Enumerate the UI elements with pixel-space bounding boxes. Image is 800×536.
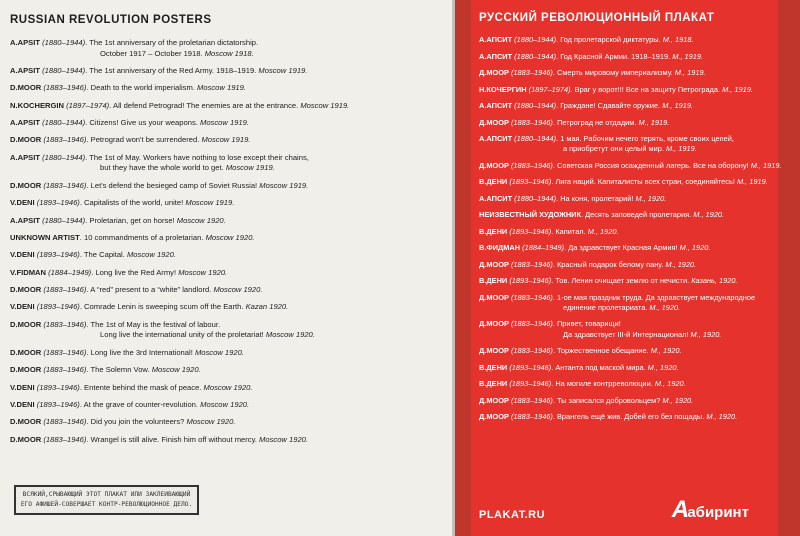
entry-author: D.MOOR [10, 180, 42, 190]
poster-entry [479, 396, 772, 406]
entry-title: . 10 commandments of a proletarian. [79, 232, 204, 242]
right-page-title: РУССКИЙ РЕВОЛЮЦИОННЫЙ ПЛАКАТ [479, 12, 715, 24]
entry-title: . Смерть мировому империализму. [552, 68, 673, 77]
entry-title: . Антанта под маской мира. [551, 362, 646, 372]
entry-city: Moscow 1918. [204, 48, 254, 58]
entry-years: (1880–1944) [514, 51, 557, 61]
poster-entry [479, 363, 772, 373]
poster-entry [479, 276, 772, 286]
entry-title: . Десять заповедей пролетария. [581, 210, 692, 220]
entry-city: М., 1918. [662, 35, 694, 44]
poster-entry [479, 379, 772, 389]
entry-line [479, 52, 772, 62]
poster-entry [479, 134, 772, 154]
entry-city: Moscow 1919. [197, 83, 246, 93]
entry-years: (1893–1946) [509, 177, 552, 187]
entry-author: A.APSIT [10, 38, 40, 47]
entry-author: D.MOOR [10, 417, 42, 427]
poster-entry [10, 66, 445, 77]
entry-line [10, 365, 445, 376]
entry-years: (1883–1946) [43, 180, 87, 190]
entry-city: Moscow 1920. [259, 434, 309, 444]
entry-city: М., 1920. [647, 362, 679, 372]
poster-entry [479, 346, 772, 356]
entry-years: (1893–1946) [36, 250, 80, 260]
entry-author: Д.МООР [479, 160, 509, 170]
entry-author: Д.МООР [479, 412, 509, 422]
entry-title-cont: а приобретут они целый мир. [563, 144, 664, 154]
poster-entry [479, 412, 772, 422]
entry-title: . Let's defend the besieged camp of Soviet Russia! [86, 180, 258, 190]
entry-line [10, 181, 445, 192]
poster-entry [10, 83, 445, 94]
entry-city: Moscow 1919. [259, 180, 309, 190]
entry-years: (1893–1946) [36, 382, 80, 392]
entry-years: (1897–1974) [528, 84, 571, 94]
entry-line [10, 268, 445, 279]
entry-title: . Петроград не отдадим. [552, 117, 637, 127]
entry-years: (1883–1946) [510, 117, 553, 127]
entry-title: . 1 мая. Рабочим нечего терять, кроме своих цепей, [556, 134, 734, 143]
entry-title-cont: Да здравствует III-й Интернационал! [563, 329, 689, 339]
entry-city: М., 1920. [649, 302, 681, 312]
entry-title-cont: October 1917 – October 1918. [100, 48, 203, 58]
entry-author: D.MOOR [10, 285, 42, 295]
entry-city: Moscow 1920. [151, 365, 201, 375]
entry-line [479, 177, 772, 187]
entry-author: D.MOOR [10, 434, 42, 444]
entry-line [10, 135, 445, 146]
entry-title-cont: Long live the international unity of the proletariat! [100, 330, 264, 340]
entry-years: (1883–1946) [510, 346, 553, 356]
entry-line [479, 293, 772, 303]
entry-line [479, 85, 772, 95]
entry-city: М., 1920. [650, 346, 682, 356]
entry-author: В.ДЕНИ [479, 177, 508, 187]
warning-stamp [14, 485, 199, 515]
entry-line [10, 38, 445, 49]
entry-author: Д.МООР [479, 68, 509, 77]
entry-city: Moscow 1919. [258, 65, 308, 75]
entry-author: В.ДЕНИ [479, 276, 508, 286]
entry-author: A.APSIT [10, 215, 40, 225]
entry-years: (1880–1944) [514, 101, 557, 110]
entry-city: М., 1920. [635, 193, 667, 203]
poster-entry [10, 302, 445, 313]
entry-author: D.MOOR [10, 135, 42, 145]
entry-continuation [10, 163, 445, 174]
entry-line [479, 35, 772, 45]
entry-city: Moscow 1920. [176, 215, 226, 225]
entry-line [10, 66, 445, 77]
entry-city: М., 1920. [679, 243, 711, 253]
poster-entry [479, 293, 772, 313]
entry-years: (1884–1949) [48, 267, 92, 277]
entry-line [479, 396, 772, 406]
entry-years: (1880–1944) [42, 215, 86, 225]
entry-years: (1883–1946) [510, 395, 553, 405]
entry-years: (1893–1946) [509, 226, 552, 236]
entry-author: V.DENI [10, 382, 35, 392]
entry-years: (1883–1946) [510, 68, 553, 77]
entry-author: UNKNOWN ARTIST [10, 232, 80, 242]
poster-entry [10, 38, 445, 59]
entry-continuation [10, 330, 445, 341]
entry-line [10, 302, 445, 313]
entry-years: (1880–1944) [514, 193, 557, 203]
entry-years: (1883–1946) [43, 417, 87, 427]
entry-years: (1897–1974) [66, 100, 110, 110]
entry-years: (1883–1946) [43, 319, 87, 329]
entry-years: (1884–1949) [522, 243, 565, 253]
entry-title: . Citizens! Give us your weapons. [85, 118, 198, 128]
poster-entry [10, 435, 445, 446]
entry-city: М., 1919. [722, 84, 753, 94]
poster-entry [10, 250, 445, 261]
entry-city: М., 1919. [662, 101, 694, 110]
entry-author: A.APSIT [10, 65, 40, 75]
right-entry-list [479, 35, 782, 422]
poster-entry [479, 194, 772, 204]
entry-years: (1893–1946) [36, 198, 80, 208]
entry-line [10, 198, 445, 209]
entry-title: . Comrade Lenin is sweeping scum off the Earth. [79, 302, 244, 312]
entry-title: . Ты записался добровольцем? [552, 395, 661, 405]
entry-author: Д.МООР [479, 292, 509, 302]
entry-author: N.KOCHERGIN [10, 100, 65, 110]
entry-line [479, 118, 772, 128]
poster-entry [479, 35, 772, 45]
entry-city: М., 1919. [674, 68, 706, 77]
poster-entry [10, 365, 445, 376]
poster-entry [479, 319, 772, 339]
entry-title: . The 1st of May is the festival of labour. [86, 319, 221, 329]
entry-city: М., 1920. [662, 395, 694, 405]
entry-author: А.АПСИТ [479, 193, 513, 203]
entry-author: A.APSIT [10, 118, 40, 128]
entry-title: . Врангель ещё жив. Добей его без пощады. [552, 412, 705, 422]
entry-title: . На могиле контрреволюции. [551, 379, 653, 389]
entry-years: (1893–1946) [509, 276, 552, 286]
entry-author: А.АПСИТ [479, 51, 513, 61]
poster-entry [479, 85, 772, 95]
entry-city: М., 1920. [690, 329, 722, 339]
entry-city: М., 1919. [665, 144, 697, 154]
stamp-line-1: ВСЯКИЙ,СРЫВАЮЩИЙ ЭТОТ ПЛАКАТ ИЛИ ЗАКЛЕИВАЮЩИЙ [22, 491, 191, 498]
entry-title: . Красный подарок белому пану. [552, 259, 664, 269]
poster-entry [479, 227, 772, 237]
entry-author: D.MOOR [10, 347, 42, 357]
entry-years: (1883–1946) [43, 135, 87, 145]
entry-author: Д.МООР [479, 117, 509, 127]
entry-years: (1880–1944) [42, 65, 86, 75]
entry-years: (1883–1946) [43, 434, 87, 444]
entry-city: Moscow 1920. [186, 417, 236, 427]
left-page-title: RUSSIAN REVOLUTION POSTERS [10, 14, 212, 26]
entry-line [479, 243, 772, 253]
entry-line [479, 227, 772, 237]
entry-author: V.DENI [10, 399, 35, 409]
entry-city: М., 1920. [654, 379, 686, 389]
entry-title: . Capitalists of the world, unite! [79, 198, 184, 208]
entry-years: (1880–1944) [42, 118, 86, 128]
entry-city: Moscow 1919. [201, 135, 251, 145]
poster-entry [10, 233, 445, 244]
entry-author: V.DENI [10, 302, 35, 312]
entry-line [10, 417, 445, 428]
entry-continuation [479, 303, 772, 313]
entry-title: . Long live the 3rd International! [86, 347, 193, 357]
entry-years: (1880–1944) [42, 38, 86, 47]
entry-title: . Petrograd won't be surrendered. [86, 135, 200, 145]
entry-line [479, 276, 772, 286]
logo-text: абиринт [687, 504, 749, 521]
entry-city: Moscow 1920. [178, 267, 228, 277]
entry-title: . Привет, товарищи! [552, 319, 621, 329]
entry-years: (1883–1946) [510, 292, 553, 302]
entry-author: А.АПСИТ [479, 101, 513, 110]
entry-years: (1883–1946) [43, 347, 87, 357]
entry-title: . Тов. Ленин очищает землю от нечисти. [551, 276, 690, 286]
entry-line [479, 412, 772, 422]
poster-entry [10, 198, 445, 209]
poster-entry [479, 52, 772, 62]
poster-entry [10, 383, 445, 394]
entry-line [10, 320, 445, 331]
entry-city: М., 1920. [587, 226, 619, 236]
entry-city: Moscow 1920. [126, 250, 176, 260]
entry-title: . Год пролетарской диктатуры. [556, 35, 661, 44]
entry-line [10, 348, 445, 359]
entry-city: Moscow 1919. [225, 163, 275, 173]
poster-entry [10, 285, 445, 296]
red-insert [471, 0, 782, 536]
entry-title: . The 1st anniversary of the proletarian dictatorship. [85, 38, 259, 47]
entry-title: . Враг у ворот!!! Все на защиту Петрограда. [570, 84, 721, 94]
entry-line [479, 260, 772, 270]
entry-title: . Торжественное обещание. [552, 346, 649, 356]
poster-entry [479, 160, 782, 171]
poster-entry [479, 243, 772, 253]
entry-line [10, 435, 445, 446]
poster-entry [10, 268, 445, 279]
entry-continuation [479, 144, 772, 154]
poster-entry [479, 177, 772, 187]
entry-city: М., 1919. [736, 177, 768, 187]
poster-entry [10, 400, 445, 411]
entry-line [10, 153, 445, 164]
entry-title: . At the grave of counter-revolution. [79, 399, 199, 409]
entry-author: В.ДЕНИ [479, 226, 508, 236]
poster-entry [479, 68, 772, 78]
entry-author: Д.МООР [479, 319, 509, 329]
entry-author: В.ДЕНИ [479, 362, 508, 372]
entry-title: . A “red” present to a “white” landlord. [86, 285, 212, 295]
stamp-line-2: ЕГО АФИШЕЙ-СОВЕРШАЕТ КОНТР-РЕВОЛЮЦИОННОЕ ДЕЛО. [20, 501, 193, 508]
entry-line [479, 68, 772, 78]
entry-line [10, 101, 445, 112]
entry-years: (1883–1946) [510, 259, 553, 269]
entry-author: D.MOOR [10, 83, 42, 93]
entry-title: . Капитал. [551, 226, 586, 236]
poster-entry [10, 348, 445, 359]
poster-entry [10, 135, 445, 146]
entry-city: Moscow 1919. [300, 100, 350, 110]
entry-title: . Советская Россия осажденный лагерь. Все на оборону! [552, 160, 749, 170]
poster-entry [10, 101, 445, 112]
poster-entry [10, 216, 445, 227]
entry-city: Moscow 1920. [213, 285, 263, 295]
entry-city: М., 1920. [706, 412, 738, 422]
entry-city: М., 1920. [665, 259, 697, 269]
entry-title: . Да здравствует Красная Армия! [564, 243, 678, 253]
entry-title: . All defend Petrograd! The enemies are at the entrance. [109, 100, 299, 110]
entry-line [479, 363, 772, 373]
entry-title-cont: but they have the whole world to get. [100, 163, 224, 173]
entry-author: Н.КОЧЕРГИН [479, 84, 527, 94]
entry-years: (1883–1946) [43, 83, 87, 93]
entry-line [10, 383, 445, 394]
entry-city: Moscow 1919. [185, 198, 235, 208]
entry-author: V.DENI [10, 198, 35, 208]
entry-title: . The Solemn Vow. [86, 365, 150, 375]
entry-years: (1883–1946) [510, 412, 553, 422]
site-url[interactable]: PLAKAT.RU [479, 509, 546, 521]
entry-continuation [479, 330, 772, 340]
entry-title: . Граждане! Сдавайте оружие. [556, 101, 661, 110]
poster-entry [479, 210, 772, 220]
poster-entry [10, 181, 445, 192]
entry-title: . Entente behind the mask of peace. [79, 382, 202, 392]
entry-years: (1883–1946) [43, 285, 87, 295]
entry-author: V.FIDMAN [10, 267, 47, 277]
entry-years: (1883–1946) [510, 319, 553, 329]
entry-title: . The 1st of May. Workers have nothing to lose except their chains, [85, 152, 309, 162]
entry-city: М., 1919. [672, 51, 704, 61]
entry-city: Moscow 1920. [205, 232, 255, 242]
entry-title: . На коня, пролетарий! [556, 193, 634, 203]
entry-city: Казань, 1920. [691, 276, 738, 286]
entry-line [10, 400, 445, 411]
entry-years: (1883–1946) [510, 160, 553, 170]
entry-city: Moscow 1920. [194, 347, 244, 357]
entry-city: Moscow 1920. [265, 330, 315, 340]
entry-years: (1880–1944) [514, 134, 557, 143]
entry-line [479, 210, 772, 220]
entry-line [479, 346, 772, 356]
entry-city: М., 1919. [638, 117, 670, 127]
entry-line [479, 160, 782, 171]
poster-entry [479, 260, 772, 270]
entry-title: . The Capital. [79, 250, 125, 260]
poster-entry [479, 118, 772, 128]
entry-line [479, 379, 772, 389]
entry-years: (1893–1946) [36, 399, 80, 409]
entry-title: . 1-ое мая праздник труда. Да здравствует международное [552, 292, 756, 302]
entry-title: . Proletarian, get on horse! [85, 215, 175, 225]
left-entry-list [10, 38, 445, 445]
entry-years: (1893–1946) [509, 379, 552, 389]
entry-continuation [10, 49, 445, 60]
poster-entry [10, 320, 445, 341]
entry-line [479, 134, 772, 144]
entry-title: . Death to the world imperialism. [86, 83, 195, 93]
entry-city: Moscow 1920. [203, 382, 253, 392]
entry-line [479, 101, 772, 111]
poster-entry [479, 101, 772, 111]
entry-line [10, 285, 445, 296]
entry-years: (1880–1944) [42, 152, 86, 162]
entry-years: (1883–1946) [43, 365, 87, 375]
entry-author: Д.МООР [479, 395, 509, 405]
entry-author: НЕИЗВЕСТНЫЙ ХУДОЖНИК [479, 210, 581, 220]
entry-author: D.MOOR [10, 319, 42, 329]
entry-city: Kazan 1920. [245, 302, 289, 312]
entry-author: A.APSIT [10, 152, 40, 162]
entry-author: В.ФИДМАН [479, 243, 521, 253]
entry-title: . Long live the Red Army! [91, 267, 177, 277]
entry-title: . The 1st anniversary of the Red Army. 1918–1919. [85, 65, 257, 75]
entry-years: (1893–1946) [36, 302, 80, 312]
entry-line [10, 250, 445, 261]
entry-line [10, 216, 445, 227]
poster-entry [10, 153, 445, 174]
entry-line [10, 118, 445, 129]
entry-line [10, 83, 445, 94]
entry-author: Д.МООР [479, 259, 509, 269]
poster-entry [10, 417, 445, 428]
entry-author: А.АПСИТ [479, 134, 513, 143]
entry-city: Moscow 1919. [200, 118, 249, 128]
entry-title-cont: единение пролетариата. [563, 302, 648, 312]
entry-city: М., 1919. [750, 160, 782, 170]
entry-years: (1893–1946) [509, 362, 552, 372]
entry-author: А.АПСИТ [479, 35, 513, 44]
logo-mark: A [669, 496, 692, 523]
entry-author: V.DENI [10, 250, 35, 260]
entry-title: . Wrangel is still alive. Finish him off without mercy. [86, 434, 257, 444]
entry-author: D.MOOR [10, 365, 42, 375]
entry-author: В.ДЕНИ [479, 379, 508, 389]
entry-title: . Лига наций. Капиталисты всех стран, соединяйтесь! [551, 177, 735, 187]
entry-line [479, 194, 772, 204]
entry-title: . Год Красной Армии. 1918–1919. [556, 51, 671, 61]
entry-city: М., 1920. [693, 210, 725, 220]
entry-years: (1880–1944) [514, 35, 557, 44]
poster-entry [10, 118, 445, 129]
labirint-logo [669, 496, 749, 524]
entry-title: . Did you join the volunteers? [86, 417, 185, 427]
entry-line [479, 319, 772, 329]
entry-author: Д.МООР [479, 346, 509, 356]
entry-city: Moscow 1920. [200, 399, 250, 409]
entry-line [10, 233, 445, 244]
